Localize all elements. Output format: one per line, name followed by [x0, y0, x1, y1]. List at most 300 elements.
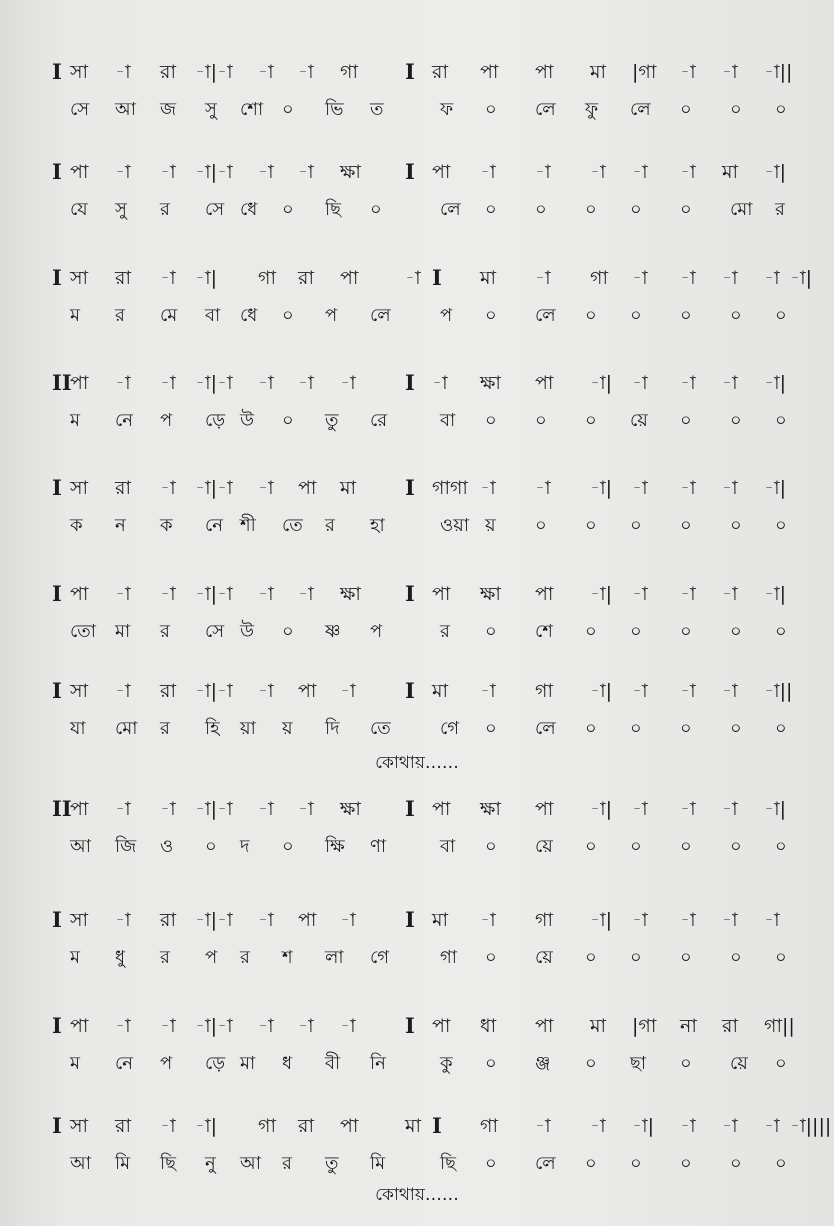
note: -া — [764, 909, 780, 931]
syllable: আ — [70, 836, 91, 857]
syllable: প — [160, 1053, 173, 1074]
syllable: য়ে — [535, 947, 553, 968]
syllable: যে — [70, 199, 88, 220]
syllable: র — [325, 515, 335, 536]
note: মা — [432, 909, 449, 931]
note: পা — [298, 477, 317, 499]
notation-row — [0, 472, 834, 504]
syllable: লে — [535, 305, 556, 326]
note: -া| — [590, 583, 613, 605]
syllable: ০ — [585, 621, 597, 642]
syllable: ক — [160, 515, 173, 536]
note: -া — [258, 1015, 274, 1037]
note: ক্ষা — [480, 583, 501, 605]
syllable: মা — [240, 1053, 256, 1074]
lyric-row — [0, 405, 834, 437]
syllable: প — [205, 947, 218, 968]
syllable: হি — [205, 718, 220, 739]
note: -া — [535, 1115, 551, 1137]
note: -া — [480, 909, 496, 931]
note: পা — [298, 680, 317, 702]
bar-line: I — [52, 1113, 62, 1138]
syllable: য়া — [240, 718, 256, 739]
syllable: র — [282, 1153, 292, 1174]
syllable: মো — [730, 199, 753, 220]
notation-row — [0, 1010, 834, 1042]
note: -া — [722, 909, 738, 931]
note: রা — [160, 909, 176, 931]
note: গা|| — [764, 1015, 795, 1037]
note: না — [680, 1015, 697, 1037]
note: -া — [632, 161, 648, 183]
syllable: ম — [70, 947, 80, 968]
note: -া — [632, 680, 648, 702]
lyric-row — [0, 94, 834, 126]
syllable: শ — [282, 947, 293, 968]
syllable: র — [440, 621, 450, 642]
syllable: তে — [370, 718, 391, 739]
syllable: ত — [370, 99, 384, 120]
note: -া|-া — [195, 798, 233, 820]
note: পা — [535, 798, 554, 820]
syllable: ০ — [630, 718, 642, 739]
syllable: ০ — [585, 836, 597, 857]
syllable: ঞ্জ — [535, 1053, 551, 1074]
syllable: মা — [115, 621, 131, 642]
syllable: ০ — [205, 836, 217, 857]
syllable: ম — [70, 410, 80, 431]
note: পা — [432, 1015, 451, 1037]
syllable: লে — [370, 305, 391, 326]
syllable: ০ — [485, 718, 497, 739]
notation-row — [0, 367, 834, 399]
syllable: ক্ষি — [325, 836, 345, 857]
syllable: সে — [70, 99, 90, 120]
syllable: ০ — [680, 718, 692, 739]
bar-line: I — [405, 907, 415, 932]
note: রা — [160, 680, 176, 702]
note: গা — [340, 61, 358, 83]
note: -া — [432, 372, 448, 394]
note: -া| — [195, 267, 218, 289]
refrain-marker: কোথায়…… — [375, 753, 459, 773]
syllable: মে — [160, 305, 178, 326]
syllable: লে — [535, 718, 556, 739]
syllable: ০ — [680, 305, 692, 326]
syllable: লা — [325, 947, 344, 968]
note: -া| — [790, 267, 813, 289]
syllable: মো — [115, 718, 138, 739]
syllable: ০ — [630, 621, 642, 642]
note: রা — [298, 267, 314, 289]
note: পা — [340, 267, 359, 289]
note: -া — [115, 798, 131, 820]
bar-line: I — [52, 1013, 62, 1038]
syllable: শে — [535, 621, 553, 642]
syllable: দ — [240, 836, 250, 857]
bar-line: I — [405, 370, 415, 395]
lyric-row — [0, 300, 834, 332]
note: -া|-া — [195, 372, 233, 394]
notation-row — [0, 1110, 834, 1142]
syllable: জি — [115, 836, 137, 857]
note: সা — [70, 909, 89, 931]
note: -া — [115, 1015, 131, 1037]
note: ক্ষা — [480, 798, 501, 820]
note: -া — [115, 161, 131, 183]
note: গাগা — [432, 477, 468, 499]
note: -া|||| — [790, 1115, 832, 1137]
bar-line: I — [52, 907, 62, 932]
syllable: র — [775, 199, 785, 220]
note: -া — [632, 372, 648, 394]
syllable: ০ — [730, 836, 742, 857]
syllable: গে — [370, 947, 390, 968]
lyric-row — [0, 1048, 834, 1080]
note: পা — [535, 61, 554, 83]
syllable: ণা — [370, 836, 387, 857]
note: গা — [535, 909, 553, 931]
syllable: ০ — [585, 718, 597, 739]
syllable: আ — [70, 1153, 91, 1174]
syllable: তো — [70, 621, 97, 642]
note: -া — [298, 583, 314, 605]
syllable: ধে — [240, 305, 258, 326]
note: -া — [258, 372, 274, 394]
syllable: লে — [440, 199, 461, 220]
bar-line: I — [52, 678, 62, 703]
syllable: ন — [115, 515, 126, 536]
note: রা — [115, 267, 131, 289]
syllable: ০ — [282, 99, 294, 120]
lyric-row — [0, 616, 834, 648]
syllable: ০ — [775, 305, 787, 326]
note: -া — [722, 372, 738, 394]
note: মা — [480, 267, 497, 289]
syllable: ০ — [485, 621, 497, 642]
note: -া — [535, 267, 551, 289]
note: মা — [340, 477, 357, 499]
syllable: তু — [325, 1153, 339, 1174]
notation-row — [0, 904, 834, 936]
note: -া|-া — [195, 909, 233, 931]
note: -া — [160, 372, 176, 394]
syllable: র — [115, 305, 125, 326]
note: -া — [160, 161, 176, 183]
syllable: য়ে — [630, 410, 648, 431]
note: মা — [432, 680, 449, 702]
syllable: ০ — [730, 1153, 742, 1174]
syllable: য়ে — [535, 836, 553, 857]
note: গা — [258, 267, 276, 289]
note: পা — [535, 1015, 554, 1037]
note: পা — [535, 372, 554, 394]
note: -া — [340, 909, 356, 931]
note: -া|| — [764, 680, 793, 702]
syllable: হা — [370, 515, 385, 536]
note: সা — [70, 1115, 89, 1137]
note: -া — [680, 61, 696, 83]
syllable: ওয়া — [440, 515, 470, 536]
note: পা — [70, 372, 89, 394]
note: -া| — [764, 161, 787, 183]
syllable: ০ — [485, 99, 497, 120]
note: -া — [722, 1115, 738, 1137]
note: -া — [298, 372, 314, 394]
syllable: ০ — [485, 305, 497, 326]
syllable: ০ — [485, 1053, 497, 1074]
syllable: ০ — [485, 199, 497, 220]
syllable: প — [370, 621, 383, 642]
syllable: ০ — [775, 1153, 787, 1174]
note: -া — [535, 477, 551, 499]
syllable: ০ — [680, 836, 692, 857]
note: -া — [680, 583, 696, 605]
bar-line: I — [52, 159, 62, 184]
note: -া — [680, 798, 696, 820]
lyric-row — [0, 713, 834, 745]
syllable: তে — [282, 515, 303, 536]
bar-line: II — [52, 370, 72, 395]
syllable: ০ — [585, 1153, 597, 1174]
note: ক্ষা — [340, 798, 361, 820]
syllable: ০ — [485, 1153, 497, 1174]
syllable: ০ — [730, 621, 742, 642]
note: সা — [70, 61, 89, 83]
note: গা — [535, 680, 553, 702]
notation-row — [0, 156, 834, 188]
note: -া|-া — [195, 1015, 233, 1037]
note: -া — [298, 161, 314, 183]
note: ক্ষা — [340, 161, 361, 183]
note: -া — [160, 477, 176, 499]
syllable: বা — [205, 305, 221, 326]
note: -া| — [764, 477, 787, 499]
note: -া| — [590, 798, 613, 820]
syllable: ০ — [630, 947, 642, 968]
notation-row — [0, 578, 834, 610]
syllable: ০ — [680, 515, 692, 536]
syllable: ০ — [485, 410, 497, 431]
syllable: প — [440, 305, 453, 326]
syllable: ০ — [775, 621, 787, 642]
syllable: ০ — [585, 410, 597, 431]
note: -া| — [590, 680, 613, 702]
syllable: ০ — [730, 410, 742, 431]
bar-line: I — [52, 581, 62, 606]
note: সা — [70, 680, 89, 702]
note: -া| — [764, 798, 787, 820]
syllable: ০ — [730, 515, 742, 536]
note: ধা — [480, 1015, 497, 1037]
lyric-row — [0, 942, 834, 974]
syllable: নে — [115, 1053, 134, 1074]
note: -া — [298, 798, 314, 820]
syllable: লে — [535, 99, 556, 120]
note: -া — [590, 161, 606, 183]
note: -া|-া — [195, 161, 233, 183]
note: -া — [680, 680, 696, 702]
syllable: ০ — [680, 1053, 692, 1074]
syllable: ফু — [585, 99, 599, 120]
syllable: লে — [535, 1153, 556, 1174]
bar-line: I — [405, 581, 415, 606]
note: -া — [115, 909, 131, 931]
note: -া — [722, 583, 738, 605]
syllable: ০ — [680, 621, 692, 642]
note: পা — [432, 798, 451, 820]
syllable: ০ — [775, 836, 787, 857]
syllable: ০ — [775, 718, 787, 739]
syllable: সু — [205, 99, 217, 120]
syllable: ০ — [630, 836, 642, 857]
note: -া — [632, 267, 648, 289]
note: -া — [258, 477, 274, 499]
syllable: শো — [240, 99, 264, 120]
syllable: র — [160, 621, 170, 642]
note: -া — [340, 1015, 356, 1037]
syllable: ০ — [485, 947, 497, 968]
note: -া — [115, 61, 131, 83]
notation-row — [0, 675, 834, 707]
notation-row — [0, 793, 834, 825]
syllable: ০ — [680, 410, 692, 431]
note: -া — [160, 1015, 176, 1037]
syllable: উ — [240, 410, 255, 431]
note: -া|| — [764, 61, 793, 83]
syllable: ০ — [730, 305, 742, 326]
note: -া — [632, 477, 648, 499]
note: পা — [70, 583, 89, 605]
syllable: র — [160, 199, 170, 220]
syllable: ০ — [585, 305, 597, 326]
note: গা — [480, 1115, 498, 1137]
syllable: বা — [440, 410, 456, 431]
syllable: নে — [115, 410, 134, 431]
bar-line: I — [405, 475, 415, 500]
note: -া — [722, 477, 738, 499]
note: -া — [680, 909, 696, 931]
syllable: সু — [115, 199, 127, 220]
refrain-marker: কোথায়…… — [375, 1185, 459, 1205]
lyric-row — [0, 194, 834, 226]
note: -া — [298, 61, 314, 83]
syllable: ০ — [282, 410, 294, 431]
note: -া — [680, 267, 696, 289]
note: রা — [115, 1115, 131, 1137]
note: -া — [764, 267, 780, 289]
note: -া — [480, 477, 496, 499]
syllable: ০ — [585, 199, 597, 220]
syllable: সে — [205, 199, 225, 220]
note: -া — [115, 583, 131, 605]
syllable: নু — [205, 1153, 216, 1174]
syllable: ০ — [370, 199, 382, 220]
note: পা — [535, 583, 554, 605]
syllable: ০ — [775, 515, 787, 536]
note: -া — [722, 798, 738, 820]
notation-row — [0, 262, 834, 294]
note: সা — [70, 267, 89, 289]
note: -া — [258, 909, 274, 931]
syllable: ০ — [730, 99, 742, 120]
note: -া — [160, 798, 176, 820]
syllable: ০ — [535, 515, 547, 536]
syllable: গে — [440, 718, 460, 739]
syllable: লে — [630, 99, 651, 120]
note: -া — [258, 61, 274, 83]
note: -া — [680, 372, 696, 394]
syllable: ম — [70, 305, 80, 326]
syllable: ০ — [680, 1153, 692, 1174]
syllable: র — [240, 947, 250, 968]
syllable: প — [160, 410, 173, 431]
note: -া — [632, 583, 648, 605]
note: মা — [590, 1015, 607, 1037]
syllable: ০ — [630, 1153, 642, 1174]
note: -া — [160, 583, 176, 605]
syllable: য়ে — [730, 1053, 748, 1074]
syllable: ০ — [680, 947, 692, 968]
note: -া — [258, 583, 274, 605]
note: -া — [115, 372, 131, 394]
bar-line: I — [52, 475, 62, 500]
syllable: র — [160, 718, 170, 739]
note: -া — [340, 680, 356, 702]
syllable: দি — [325, 718, 340, 739]
note: |গা — [632, 61, 657, 83]
bar-line: I — [405, 59, 415, 84]
bar-line: I — [52, 265, 62, 290]
syllable: ০ — [680, 199, 692, 220]
syllable: ০ — [282, 305, 294, 326]
note: -া — [115, 680, 131, 702]
lyric-row — [0, 510, 834, 542]
syllable: তু — [325, 410, 339, 431]
syllable: ছি — [325, 199, 342, 220]
note: -া — [632, 798, 648, 820]
syllable: ০ — [775, 99, 787, 120]
syllable: ০ — [775, 1053, 787, 1074]
note: পা — [480, 61, 499, 83]
syllable: ম — [70, 1053, 80, 1074]
note: -া — [405, 267, 421, 289]
syllable: মি — [115, 1153, 131, 1174]
syllable: আ — [115, 99, 136, 120]
syllable: ০ — [535, 199, 547, 220]
note: -া — [632, 909, 648, 931]
syllable: সে — [205, 621, 225, 642]
bar-line: I — [432, 265, 442, 290]
syllable: ছা — [630, 1053, 647, 1074]
note: মা — [405, 1115, 422, 1137]
syllable: ০ — [535, 410, 547, 431]
bar-line: I — [432, 1113, 442, 1138]
note: -া — [680, 1115, 696, 1137]
note: -া — [722, 61, 738, 83]
syllable: আ — [240, 1153, 261, 1174]
note: রা — [722, 1015, 738, 1037]
note: -া — [480, 680, 496, 702]
syllable: ০ — [282, 199, 294, 220]
syllable: ক — [70, 515, 83, 536]
syllable: ধ — [282, 1053, 293, 1074]
note: -া — [160, 267, 176, 289]
syllable: ০ — [585, 947, 597, 968]
note: -া — [480, 161, 496, 183]
syllable: য় — [282, 718, 293, 739]
note: পা — [298, 909, 317, 931]
